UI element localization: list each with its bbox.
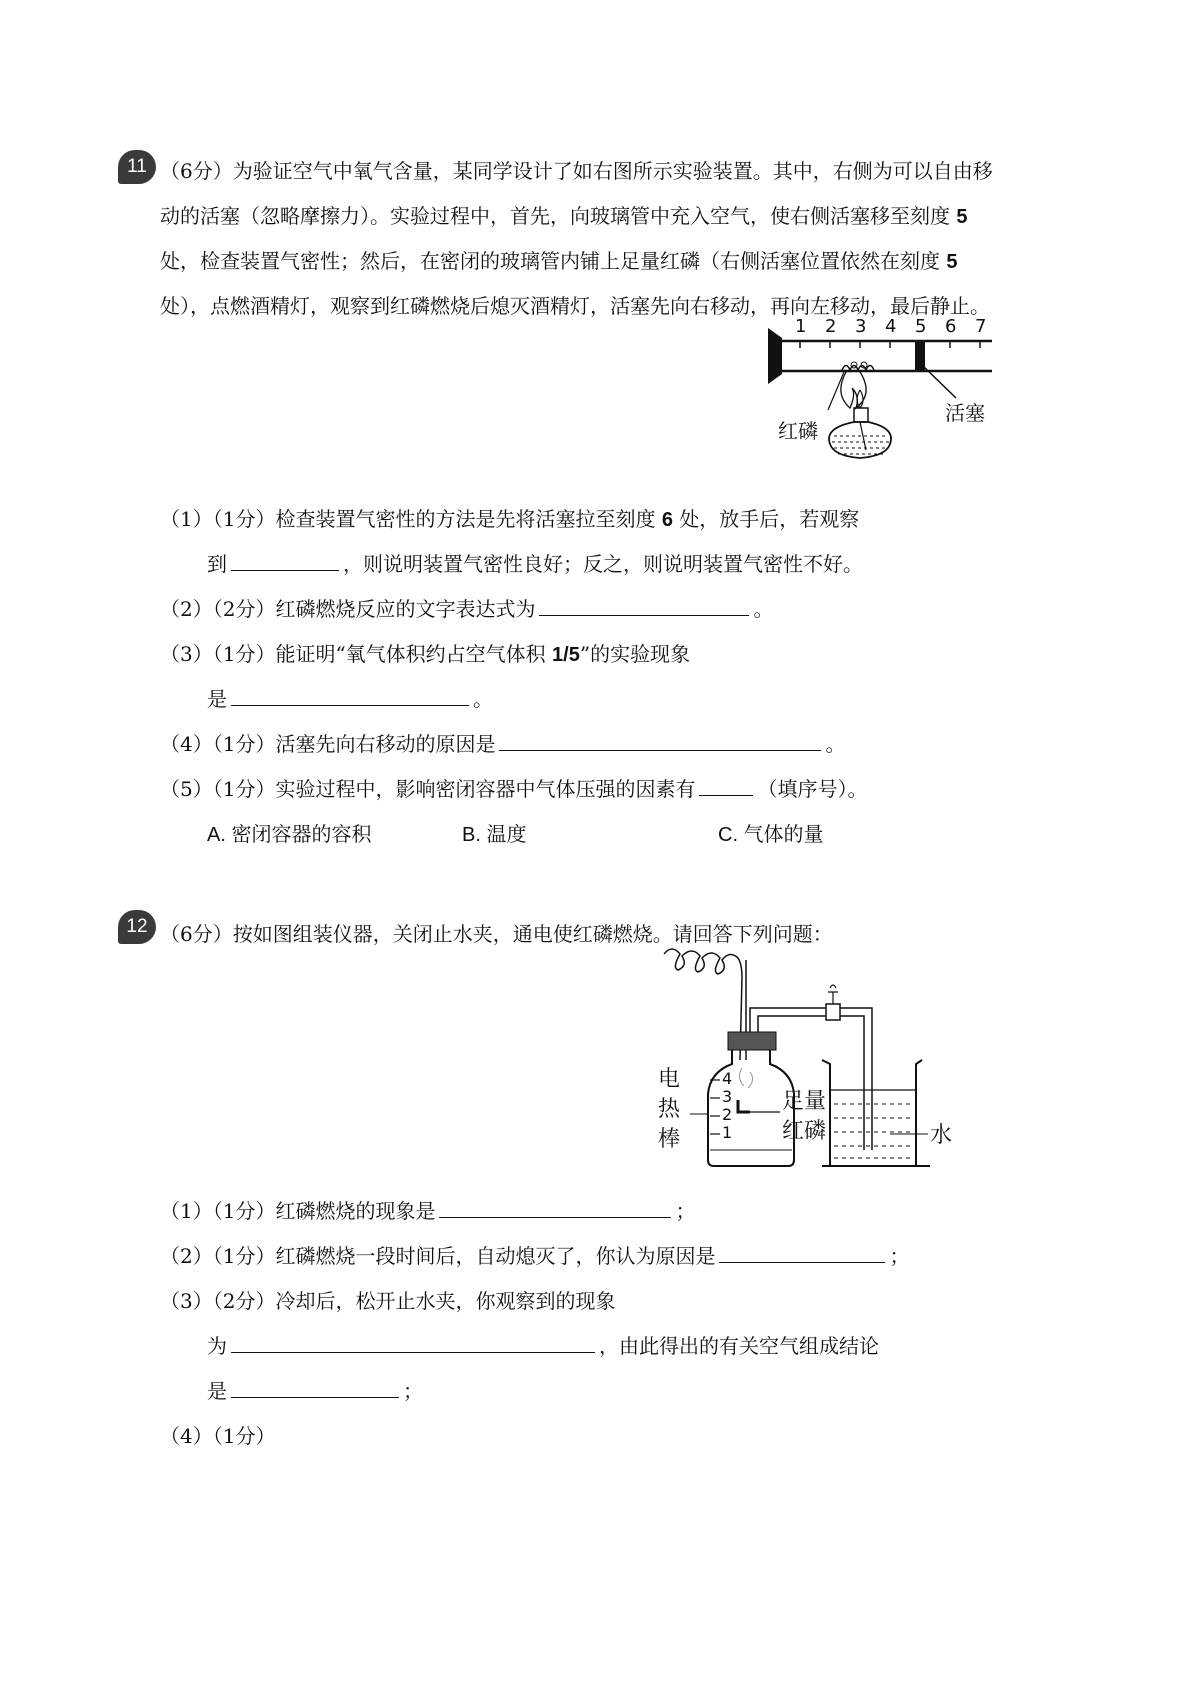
- sub-number: （2）: [160, 597, 213, 621]
- sub3-end: 。: [473, 687, 493, 711]
- sub3-end: ；: [403, 1379, 423, 1403]
- sub1-text-b: 处，放手后，若观察: [679, 507, 860, 531]
- phosphorus-label: 红磷: [782, 1119, 827, 1144]
- sub3-text-c: ，由此得出的有关空气组成结论: [599, 1334, 879, 1358]
- answer-blank[interactable]: [231, 1379, 399, 1398]
- scale-label: 2: [825, 316, 837, 337]
- sub3-text-b: ”的实验现象: [579, 642, 691, 666]
- q11-line-2: [160, 200, 967, 229]
- sub3-text-a: （1分）能证明“氧气体积约占空气体积: [212, 642, 546, 666]
- sub2-end: ；: [889, 1244, 910, 1268]
- question-number-badge: 12: [118, 910, 156, 944]
- sub5-text-b: （填序号）。: [757, 777, 868, 801]
- rod-label: 电: [658, 1067, 681, 1092]
- option-b[interactable]: B. 温度: [462, 824, 527, 846]
- scale-label: 1: [795, 316, 807, 337]
- sub1-text-c: 到: [207, 552, 227, 576]
- q11-line-3: [160, 245, 957, 274]
- question-number-badge: 11: [118, 150, 156, 184]
- answer-blank[interactable]: [539, 597, 749, 616]
- option-c[interactable]: C. 气体的量: [718, 824, 824, 846]
- jar-scale-label: 4: [722, 1069, 733, 1088]
- q11-sub1: [160, 503, 859, 532]
- answer-blank[interactable]: [719, 1244, 885, 1263]
- jar-scale-label: 3: [722, 1087, 733, 1106]
- q11-sub5: [160, 773, 867, 802]
- sub-number: （5）: [160, 777, 213, 801]
- sub-number: （3）: [160, 642, 213, 666]
- q11-line-1: （6分）为验证空气中氧气含量，某同学设计了如右图所示实验装置。其中，右侧为可以自由移: [160, 159, 993, 183]
- q11-sub3-cont: [207, 683, 493, 712]
- answer-blank[interactable]: [231, 1334, 595, 1353]
- q12-sub3: [160, 1285, 615, 1314]
- q11-sub4: [160, 728, 845, 757]
- sub4-text: （1分）: [212, 1424, 276, 1448]
- q12-sub4: [160, 1420, 275, 1449]
- scale-label: 4: [885, 316, 897, 337]
- q11-line-2-text: 动的活塞（忽略摩擦力）。实验过程中，首先，向玻璃管中充入空气，使右侧活塞移至刻度: [160, 204, 950, 228]
- q12-sub3-cont: [207, 1330, 879, 1359]
- scale-value: 5: [946, 251, 958, 273]
- phosphorus-label: 足量: [782, 1089, 827, 1114]
- sub2-text: （1分）红磷燃烧一段时间后，自动熄灭了，你认为原因是: [212, 1244, 716, 1268]
- q12-sub1: [160, 1195, 695, 1224]
- fraction-value: 1/5: [552, 644, 580, 666]
- scale-label: 5: [915, 316, 927, 337]
- jar-scale-label: 1: [722, 1123, 733, 1142]
- q12-intro: （6分）按如图组装仪器，关闭止水夹，通电使红磷燃烧。请回答下列问题：: [160, 922, 833, 946]
- scale-label: 6: [945, 316, 957, 337]
- sub1-text: （1分）红磷燃烧的现象是: [212, 1199, 436, 1223]
- sub3-text-d: 是: [207, 1379, 227, 1403]
- sub5-text-a: （1分）实验过程中，影响密闭容器中气体压强的因素有: [212, 777, 696, 801]
- sub-number: （4）: [160, 1424, 213, 1448]
- answer-blank[interactable]: [699, 777, 753, 796]
- scale-label: 7: [975, 316, 987, 337]
- piston-label: 活塞: [945, 401, 985, 425]
- sub3-text-a: （2分）冷却后，松开止水夹，你观察到的现象: [212, 1289, 616, 1313]
- scale-value: 5: [956, 206, 968, 228]
- answer-blank[interactable]: [499, 732, 821, 751]
- q11-sub3: [160, 638, 690, 667]
- sub-number: （1）: [160, 1199, 213, 1223]
- sub1-end: ；: [675, 1199, 696, 1223]
- jar-beaker-apparatus-figure: [650, 940, 970, 1180]
- scale-value: 6: [661, 509, 673, 531]
- q11-line-3-text: 处，检查装置气密性；然后，在密闭的玻璃管内铺上足量红磷（右侧活塞位置依然在刻度: [160, 249, 940, 273]
- water-label: 水: [930, 1123, 953, 1148]
- stopper-shape: [768, 328, 782, 384]
- q12-sub2: [160, 1240, 909, 1269]
- q12-sub3-cont-2: [207, 1375, 423, 1404]
- option-a[interactable]: A. 密闭容器的容积: [207, 824, 372, 846]
- rod-label: 热: [658, 1097, 681, 1122]
- water-clamp: [826, 1004, 840, 1020]
- q11-line-4: 处），点燃酒精灯，观察到红磷燃烧后熄灭酒精灯，活塞先向右移动，再向左移动，最后静止。: [160, 294, 990, 318]
- answer-blank[interactable]: [439, 1199, 671, 1218]
- jar-scale-label: 2: [722, 1105, 733, 1124]
- sub4-end: 。: [825, 732, 846, 756]
- sub3-text-b: 为: [207, 1334, 227, 1358]
- sub-number: （2）: [160, 1244, 213, 1268]
- q11-sub2: [160, 593, 773, 622]
- sub1-text-a: （1分）检查装置气密性的方法是先将活塞拉至刻度: [212, 507, 656, 531]
- sub-number: （1）: [160, 507, 213, 531]
- rod-label: 棒: [658, 1127, 681, 1152]
- answer-blank[interactable]: [231, 687, 469, 706]
- sub-number: （3）: [160, 1289, 213, 1313]
- jar-stopper: [728, 1032, 776, 1050]
- sub2-text: （2分）红磷燃烧反应的文字表达式为: [212, 597, 536, 621]
- sub2-end: 。: [753, 597, 774, 621]
- scale-label: 3: [855, 316, 867, 337]
- sub3-text-c: 是: [207, 687, 227, 711]
- sub1-text-d: ，则说明装置气密性良好；反之，则说明装置气密性不好。: [343, 552, 863, 576]
- tube-apparatus-figure: [760, 310, 1000, 470]
- answer-blank[interactable]: [231, 552, 339, 571]
- sub4-text: （1分）活塞先向右移动的原因是: [212, 732, 496, 756]
- sub-number: （4）: [160, 732, 213, 756]
- phosphorus-label: 红磷: [778, 419, 818, 443]
- q11-sub1-cont: [207, 548, 863, 577]
